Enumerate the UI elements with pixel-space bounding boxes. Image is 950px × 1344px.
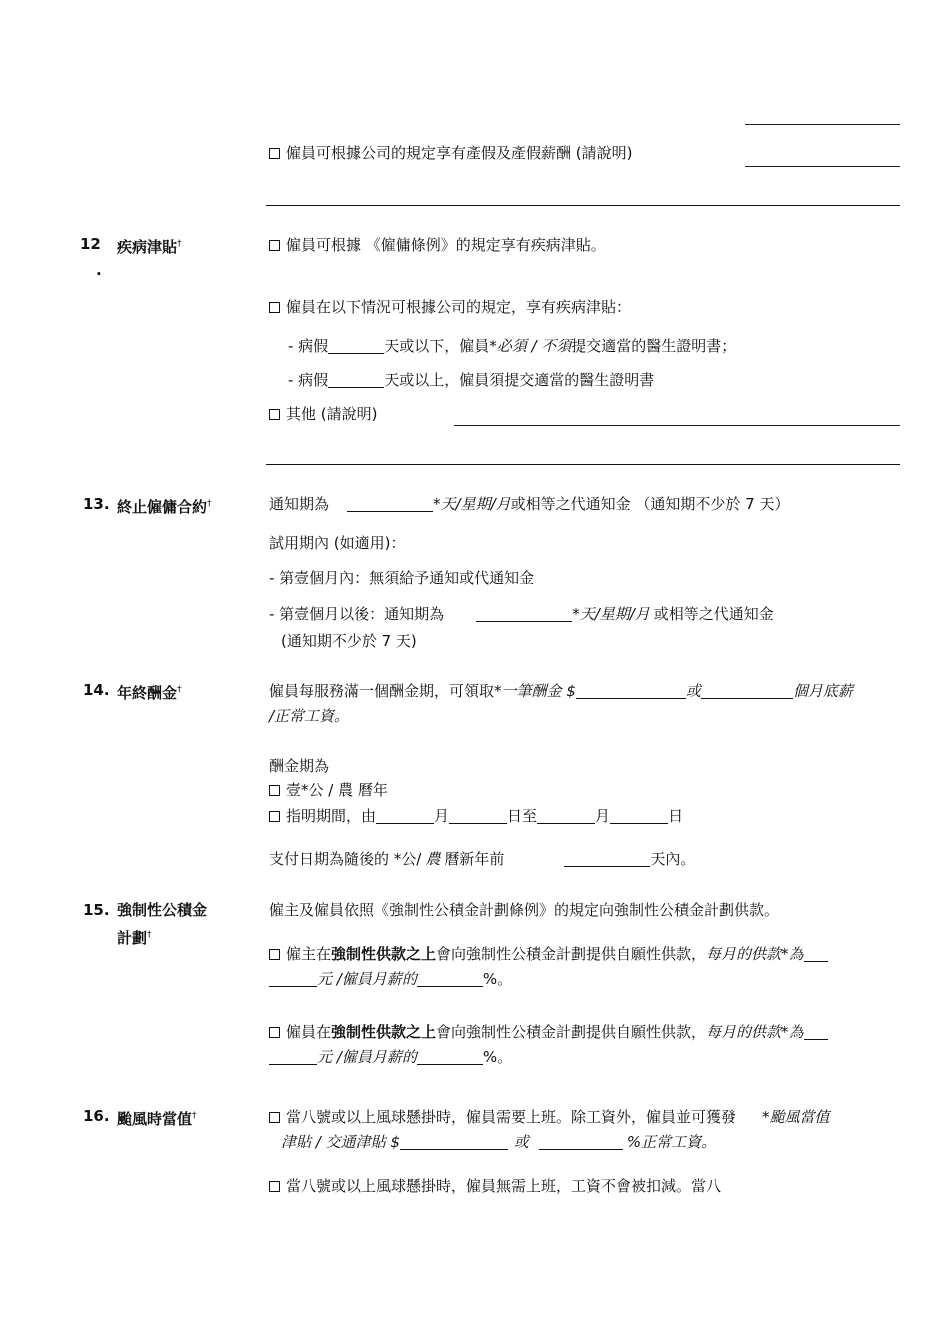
bonus-payment-prefix: 支付日期為隨後的 *公/: [269, 850, 422, 868]
checkbox-icon[interactable]: [269, 240, 280, 251]
mpf-employee-amount-blank-a[interactable]: [804, 1024, 828, 1040]
checkbox-icon[interactable]: [269, 409, 280, 420]
bonus-payment-line: [269, 849, 695, 869]
bonus-payment-new-year: 曆新年前: [444, 850, 505, 868]
notice-period-label: 通知期為: [269, 495, 330, 513]
probation-notice-blank[interactable]: [476, 606, 572, 622]
typhoon-option-1-line-2: [281, 1132, 716, 1152]
bonus-line-1-text: 僱員每服務滿一個酬金期，可領取*: [269, 682, 502, 700]
bonus-from-month-blank[interactable]: [376, 808, 434, 824]
bonus-period-option-1-text: 壹*公 / 農 曆年: [286, 781, 388, 799]
mpf-employer-mid: 會向強制性公積金計劃提供自願性供款，: [436, 945, 707, 963]
dagger-mark: †: [207, 499, 212, 509]
sick-line-1-mid: 天或以下，僱員: [384, 337, 490, 355]
section-14-title-text: 年終酬金: [117, 684, 178, 702]
section-divider: [266, 205, 900, 206]
probation-after-line: [269, 604, 774, 624]
section-12-title-text: 疾病津貼: [117, 238, 178, 256]
notice-period-unit: *天/星期/月: [433, 495, 511, 513]
bonus-payment-suffix: 天內。: [650, 850, 696, 868]
checkbox-icon[interactable]: [269, 785, 280, 796]
mpf-employer-percent-blank[interactable]: [417, 971, 483, 987]
bonus-period-label: 酬金期為: [269, 757, 330, 775]
typhoon-option-2[interactable]: [269, 1176, 721, 1196]
section-12-number-dot: .: [96, 261, 102, 279]
bonus-from-month-unit: 月: [434, 807, 450, 825]
bonus-line-2: [269, 706, 349, 726]
section-13-number: 13.: [83, 495, 110, 513]
sick-other-blank-line[interactable]: [454, 425, 900, 426]
typhoon-amount-blank[interactable]: [400, 1134, 508, 1150]
section-15-title-line-2: [117, 925, 152, 948]
mpf-employee-prefix: 僱員在: [286, 1023, 332, 1041]
mpf-employee-percent: %。: [482, 1048, 513, 1066]
mpf-employer-monthly: 每月的供款*為: [706, 945, 804, 963]
mpf-employee-monthly: 每月的供款*為: [706, 1023, 804, 1041]
sick-line-1: [288, 336, 736, 356]
checkbox-icon[interactable]: [269, 302, 280, 313]
mpf-intro: 僱主及僱員依照《強制性公積金計劃條例》的規定向強制性公積金計劃供款。: [269, 901, 780, 919]
bonus-period-from-label: 指明期間，由: [286, 807, 377, 825]
section-12-number: 12: [80, 235, 101, 253]
sick-option-other-text: 其他 (請說明): [286, 405, 378, 423]
section-15-title-line-1: 強制性公積金: [117, 901, 208, 919]
probation-min-note: (通知期不少於 7 天): [281, 632, 417, 650]
checkbox-icon[interactable]: [269, 1027, 280, 1038]
maternity-blank-line-1[interactable]: [745, 124, 900, 125]
bonus-months-blank[interactable]: [701, 683, 793, 699]
sick-days-below-blank[interactable]: [328, 338, 384, 354]
sick-line-1-prefix: - 病假: [288, 337, 329, 355]
checkbox-icon[interactable]: [269, 148, 280, 159]
typhoon-option-1[interactable]: [269, 1107, 830, 1127]
sick-option-2[interactable]: [269, 297, 631, 317]
mpf-employer-amount-blank-b[interactable]: [269, 971, 317, 987]
probation-label: 試用期內 (如適用)：: [269, 534, 406, 552]
checkbox-icon[interactable]: [269, 949, 280, 960]
bonus-amount-blank[interactable]: [576, 683, 686, 699]
maternity-option-2-text: 僱員可根據公司的規定享有產假及產假薪酬 (請說明): [286, 144, 633, 162]
typhoon-allowance-label: *颱風當值: [762, 1108, 830, 1126]
section-16-title-text: 颱風時當值: [117, 1110, 193, 1128]
bonus-period-option-1[interactable]: [269, 780, 388, 800]
sick-line-2-suffix: 天或以上，僱員須提交適當的醫生證明書: [384, 371, 655, 389]
bonus-period-option-2[interactable]: [269, 806, 683, 826]
mpf-employer-line-2: [269, 969, 512, 989]
bonus-months-label: 個月底薪: [792, 682, 853, 700]
typhoon-percent-blank[interactable]: [539, 1134, 623, 1150]
typhoon-or: 或: [513, 1133, 529, 1151]
sick-option-2-text: 僱員在以下情況可根據公司的規定，享有疾病津貼：: [286, 298, 632, 316]
dagger-mark: †: [177, 239, 182, 249]
bonus-line-1: [269, 681, 853, 701]
section-15-number: 15.: [83, 901, 110, 919]
section-16-number: 16.: [83, 1107, 110, 1125]
bonus-payment-lunar: 農: [425, 850, 441, 868]
typhoon-percent-label: %正常工資。: [626, 1133, 717, 1151]
typhoon-option-1-text: 當八號或以上風球懸掛時，僱員需要上班。除工資外，僱員並可獲發: [286, 1108, 737, 1126]
mpf-employee-mid: 會向強制性公積金計劃提供自願性供款，: [436, 1023, 707, 1041]
sick-line-2-prefix: - 病假: [288, 371, 329, 389]
bonus-to-label: 日至: [507, 807, 538, 825]
checkbox-icon[interactable]: [269, 1112, 280, 1123]
section-16-title: [117, 1106, 197, 1129]
mpf-employer-amount-blank-a[interactable]: [804, 946, 828, 962]
mpf-employer-unit: 元 /僱員月薪的: [317, 970, 417, 988]
dagger-mark: †: [147, 930, 152, 940]
section-15-title-text: 計劃: [117, 929, 148, 947]
section-13-title: [117, 494, 212, 517]
probation-first-month: - 第壹個月內：無須給予通知或代通知金: [269, 569, 535, 587]
mpf-employee-unit: 元 /僱員月薪的: [317, 1048, 417, 1066]
mpf-employer-percent: %。: [482, 970, 513, 988]
bonus-from-day-blank[interactable]: [449, 808, 507, 824]
mpf-employee-bold: 強制性供款之上: [331, 1023, 437, 1041]
typhoon-option-2-text: 當八號或以上風球懸掛時，僱員無需上班，工資不會被扣減。當八: [286, 1177, 722, 1195]
maternity-option-2[interactable]: [269, 143, 632, 163]
section-14-title: [117, 680, 182, 703]
sick-days-above-blank[interactable]: [328, 372, 384, 388]
mpf-employee-line-2: [269, 1047, 512, 1067]
section-12-title: [117, 234, 182, 257]
mpf-employee-percent-blank[interactable]: [417, 1049, 483, 1065]
mpf-employer-option[interactable]: [269, 944, 828, 964]
checkbox-icon[interactable]: [269, 1181, 280, 1192]
bonus-to-month-blank[interactable]: [537, 808, 595, 824]
sick-line-2: [288, 370, 654, 390]
sick-option-other[interactable]: [269, 404, 377, 424]
bonus-payment-days-blank[interactable]: [564, 851, 650, 867]
mpf-employee-option[interactable]: [269, 1022, 828, 1042]
mpf-employer-prefix: 僱主在: [286, 945, 332, 963]
bonus-lump-sum-label: 一筆酬金 $: [501, 682, 576, 700]
notice-period-line: [269, 494, 789, 514]
checkbox-icon[interactable]: [269, 811, 280, 822]
sick-option-1-text: 僱員可根據 《僱傭條例》的規定享有疾病津貼。: [286, 236, 606, 254]
bonus-to-day-blank[interactable]: [610, 808, 668, 824]
bonus-or: 或: [685, 682, 701, 700]
sick-option-1[interactable]: [269, 235, 606, 255]
notice-period-suffix: 或相等之代通知金 （通知期不少於 7 天）: [510, 495, 790, 513]
mpf-employer-bold: 強制性供款之上: [331, 945, 437, 963]
bonus-to-month-unit: 月: [595, 807, 611, 825]
probation-after-label: - 第壹個月以後：通知期為: [269, 605, 445, 623]
section-divider: [266, 464, 900, 465]
mpf-employee-amount-blank-b[interactable]: [269, 1049, 317, 1065]
probation-notice-suffix: 或相等之代通知金: [653, 605, 774, 623]
sick-line-1-suffix: 提交適當的醫生證明書；: [571, 337, 737, 355]
maternity-blank-line-2[interactable]: [745, 166, 900, 167]
bonus-line-2-text: /正常工資。: [269, 707, 350, 725]
bonus-to-day-unit: 日: [668, 807, 684, 825]
dagger-mark: †: [177, 685, 182, 695]
notice-period-blank[interactable]: [347, 496, 433, 512]
typhoon-allowance-type: 津貼 / 交通津貼 $: [281, 1133, 400, 1151]
probation-notice-unit: *天/星期/月: [572, 605, 650, 623]
section-14-number: 14.: [83, 681, 110, 699]
sick-line-1-choice: *必須 / 不須: [489, 337, 572, 355]
section-13-title-text: 終止僱傭合約: [117, 498, 208, 516]
dagger-mark: †: [192, 1111, 197, 1121]
